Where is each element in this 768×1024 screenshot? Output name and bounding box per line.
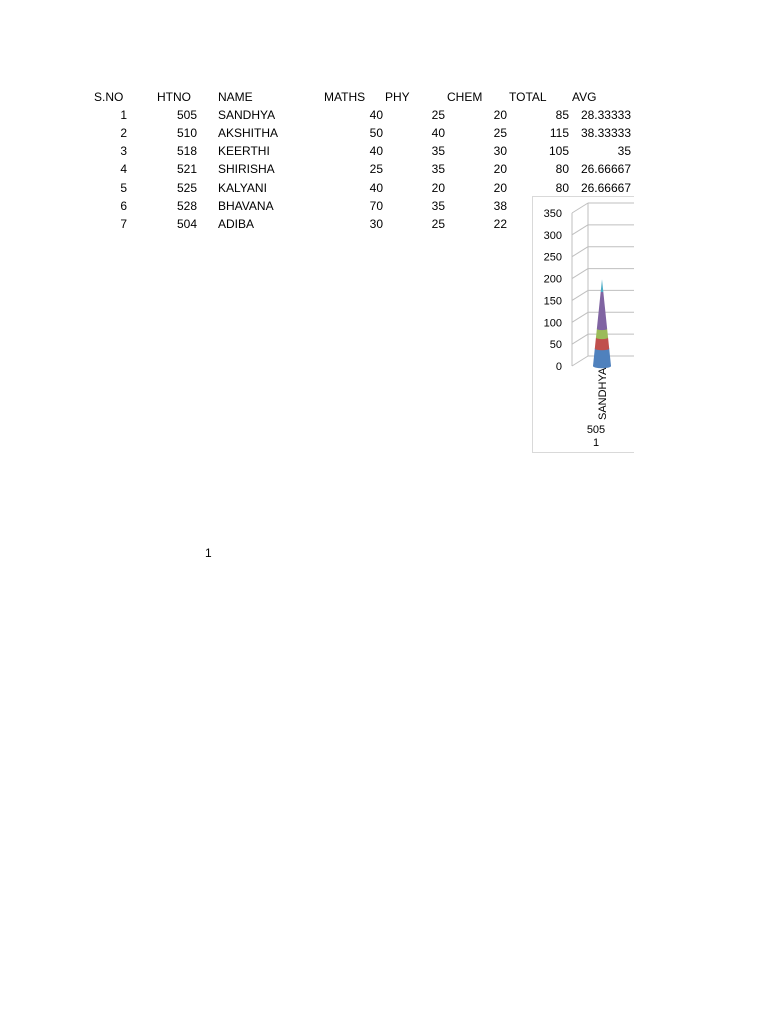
chart-y-tick-label: 150 bbox=[543, 295, 562, 308]
cell-phy: 25 bbox=[431, 108, 445, 122]
cell-total: 115 bbox=[549, 126, 569, 140]
header-htno: HTNO bbox=[157, 90, 191, 104]
cell-sno: 1 bbox=[120, 108, 127, 122]
cell-sno: 5 bbox=[120, 181, 127, 195]
cell-maths: 70 bbox=[369, 199, 383, 213]
cell-htno: 528 bbox=[176, 199, 197, 213]
cell-chem: 25 bbox=[493, 126, 507, 140]
cell-phy: 25 bbox=[431, 217, 445, 231]
cell-phy: 35 bbox=[431, 199, 445, 213]
chart-y-tick-label: 250 bbox=[543, 251, 562, 264]
chart-cone-segment-base bbox=[593, 364, 611, 369]
header-chem: CHEM bbox=[447, 90, 483, 104]
cell-htno: 504 bbox=[176, 217, 197, 231]
cell-maths: 50 bbox=[369, 126, 383, 140]
chart-cone-segment-base bbox=[596, 336, 608, 339]
page-number: 1 bbox=[205, 546, 212, 560]
cell-avg: 26.66667 bbox=[580, 162, 631, 176]
cell-htno: 518 bbox=[176, 144, 197, 158]
cell-name: SANDHYA bbox=[218, 108, 276, 122]
cell-htno: 505 bbox=[176, 108, 197, 122]
chart-y-tick-label: 0 bbox=[555, 361, 562, 373]
header-avg: AVG bbox=[572, 90, 597, 104]
cell-htno: 510 bbox=[176, 126, 197, 140]
cell-chem: 38 bbox=[493, 199, 507, 213]
cell-phy: 35 bbox=[431, 144, 445, 158]
cell-htno: 525 bbox=[176, 181, 197, 195]
cell-htno: 521 bbox=[176, 162, 197, 176]
cell-avg: 38.33333 bbox=[580, 126, 631, 140]
cell-name: KALYANI bbox=[218, 181, 267, 195]
cell-sno: 3 bbox=[120, 144, 127, 158]
cell-sno: 6 bbox=[120, 199, 127, 213]
chart-cone-segment-base bbox=[601, 291, 604, 292]
header-name: NAME bbox=[218, 90, 253, 104]
cell-maths: 40 bbox=[369, 181, 383, 195]
chart-x-label-htno: 505 bbox=[586, 424, 606, 436]
chart-y-tick-label: 100 bbox=[543, 317, 562, 330]
cell-avg: 28.33333 bbox=[580, 108, 631, 122]
cell-maths: 30 bbox=[369, 217, 383, 231]
embedded-chart[interactable] bbox=[532, 196, 634, 454]
chart-y-tick-label: 300 bbox=[543, 229, 562, 242]
cell-chem: 20 bbox=[493, 162, 507, 176]
cell-total: 80 bbox=[555, 181, 569, 195]
cell-name: KEERTHI bbox=[218, 144, 270, 158]
chart-cone-segment-base bbox=[595, 347, 609, 351]
cell-name: SHIRISHA bbox=[218, 162, 275, 176]
cell-sno: 7 bbox=[120, 217, 127, 231]
cell-total: 105 bbox=[548, 144, 569, 158]
cell-maths: 40 bbox=[369, 144, 383, 158]
cell-chem: 20 bbox=[493, 181, 507, 195]
chart-cone-segment-base bbox=[597, 328, 607, 331]
chart-y-tick-label: 50 bbox=[549, 339, 562, 352]
cell-name: AKSHITHA bbox=[218, 126, 279, 140]
cell-maths: 40 bbox=[369, 108, 383, 122]
chart-canvas bbox=[532, 196, 634, 454]
cell-avg: 35 bbox=[617, 144, 631, 158]
chart-cone-segment bbox=[593, 349, 611, 366]
header-sno: S.NO bbox=[94, 90, 124, 104]
cell-sno: 4 bbox=[120, 162, 127, 176]
cell-phy: 40 bbox=[431, 126, 445, 140]
header-maths: MATHS bbox=[324, 90, 366, 104]
cell-phy: 20 bbox=[431, 181, 445, 195]
cell-avg: 26.66667 bbox=[580, 181, 631, 195]
cell-total: 85 bbox=[555, 108, 569, 122]
cell-maths: 25 bbox=[369, 162, 383, 176]
cell-sno: 2 bbox=[120, 126, 127, 140]
cell-name: BHAVANA bbox=[218, 199, 274, 213]
cell-total: 80 bbox=[555, 162, 569, 176]
chart-y-tick-label: 200 bbox=[543, 273, 562, 286]
cell-chem: 22 bbox=[493, 217, 507, 231]
header-total: TOTAL bbox=[509, 90, 547, 104]
chart-y-tick-label: 350 bbox=[543, 208, 562, 220]
cell-phy: 35 bbox=[431, 162, 445, 176]
chart-x-label-sno: 1 bbox=[592, 437, 600, 449]
cell-chem: 30 bbox=[493, 144, 507, 158]
cell-chem: 20 bbox=[493, 108, 507, 122]
header-phy: PHY bbox=[385, 90, 410, 104]
chart-x-label-name: SANDHYA bbox=[597, 367, 609, 420]
cell-name: ADIBA bbox=[218, 217, 255, 231]
